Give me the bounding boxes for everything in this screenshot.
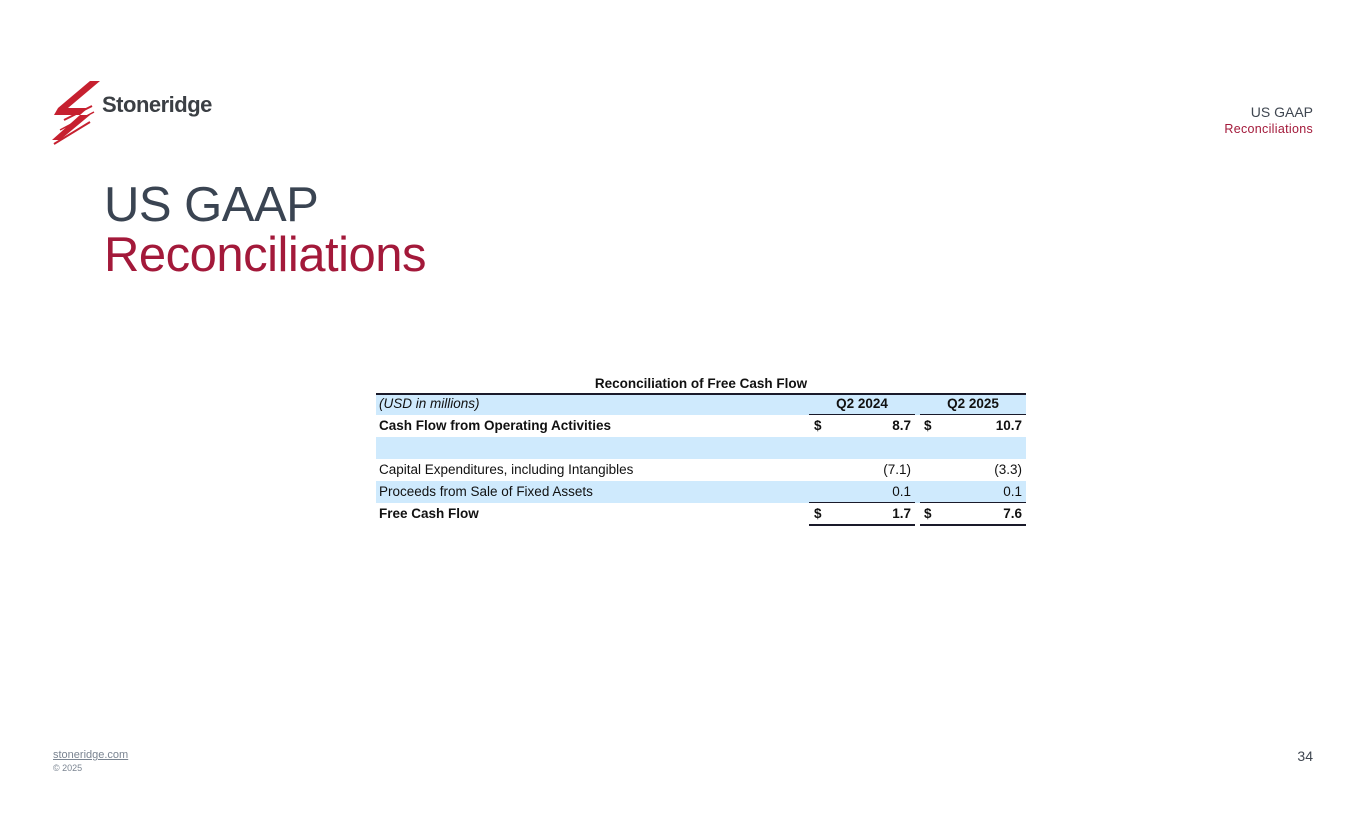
row-label: Capital Expenditures, including Intangibles (379, 462, 634, 477)
currency-symbol: $ (924, 418, 932, 433)
table-row (376, 459, 1026, 481)
copyright: © 2025 (53, 763, 83, 773)
unit-label: (USD in millions) (379, 396, 480, 411)
table-header-row (376, 393, 1026, 415)
value-q2-2024: 8.7 (892, 418, 911, 433)
value-q2-2025: 10.7 (995, 418, 1022, 433)
section-label-line2: Reconciliations (1224, 122, 1313, 136)
free-cash-flow-table (376, 375, 1026, 525)
total-rule-2 (920, 524, 1026, 526)
currency-symbol: $ (814, 418, 822, 433)
stoneridge-mark-icon (50, 78, 102, 148)
value-q2-2024: 0.1 (892, 484, 911, 499)
table-row (376, 437, 1026, 459)
column-header-q2-2024: Q2 2024 (836, 396, 888, 411)
table-row (376, 415, 1026, 437)
page-title-line1: US GAAP (104, 178, 319, 232)
table-row (376, 481, 1026, 503)
row-label: Cash Flow from Operating Activities (379, 418, 612, 433)
row-label: Proceeds from Sale of Fixed Assets (379, 484, 593, 499)
logo-wordmark: Stoneridge (102, 92, 212, 117)
value-q2-2024: (7.1) (883, 462, 911, 477)
value-q2-2024: 1.7 (892, 506, 911, 521)
column-header-q2-2025: Q2 2025 (947, 396, 999, 411)
table-row-total (376, 503, 1026, 525)
section-label-line1: US GAAP (1250, 104, 1313, 120)
currency-symbol: $ (814, 506, 822, 521)
value-q2-2025: 7.6 (1003, 506, 1022, 521)
page-number: 34 (1297, 748, 1313, 764)
page-title (104, 180, 426, 280)
footer (53, 749, 128, 774)
website-link[interactable]: stoneridge.com (53, 749, 129, 761)
page-title-line2: Reconciliations (104, 228, 427, 282)
value-q2-2025: 0.1 (1003, 484, 1022, 499)
currency-symbol: $ (924, 506, 932, 521)
section-label (1224, 104, 1313, 137)
table-title: Reconciliation of Free Cash Flow (594, 376, 808, 391)
row-label: Free Cash Flow (379, 506, 479, 521)
stoneridge-logo[interactable] (50, 78, 220, 150)
value-q2-2025: (3.3) (994, 462, 1022, 477)
total-rule-1 (809, 524, 915, 526)
